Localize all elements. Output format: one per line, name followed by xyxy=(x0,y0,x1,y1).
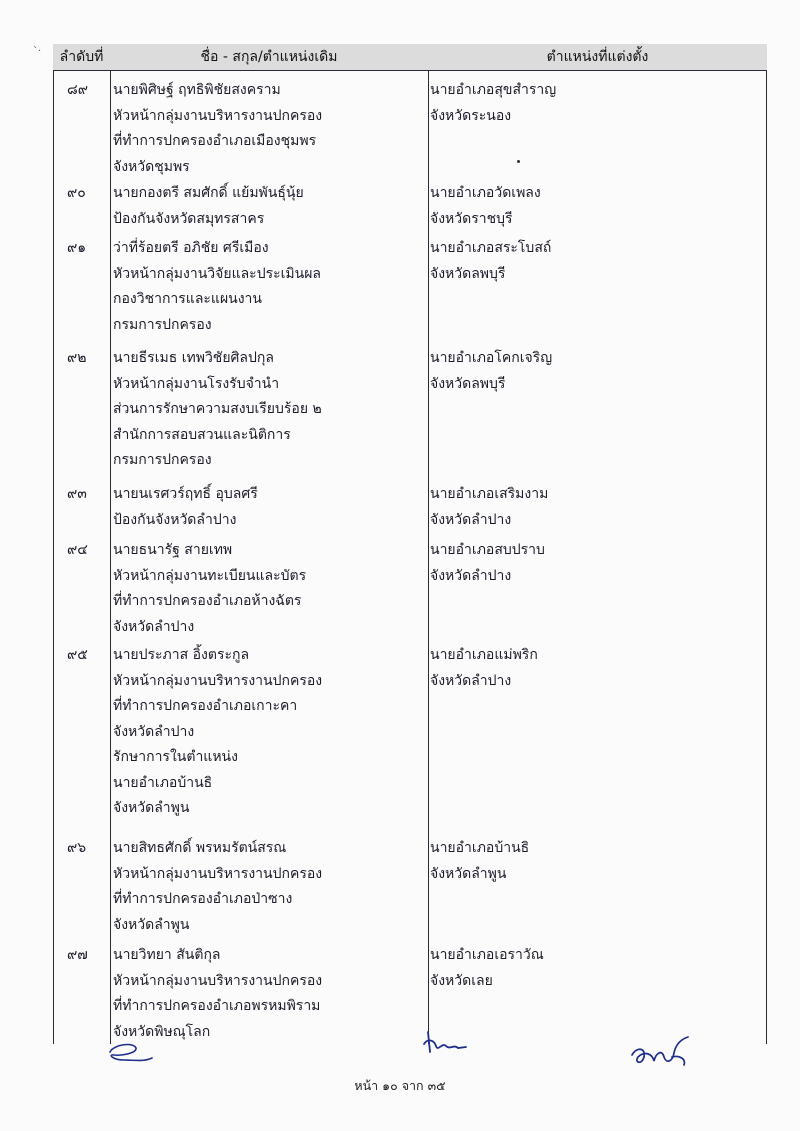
sequence-number: ๙๐ xyxy=(67,185,86,201)
stray-dot xyxy=(517,160,520,163)
signature-middle xyxy=(420,1030,468,1060)
new-position-cell xyxy=(430,643,760,694)
former-position-line: จังหวัดพิษณุโลก xyxy=(113,1023,211,1040)
former-position-line: ส่วนการรักษาความสงบเรียบร้อย ๒ xyxy=(113,401,322,417)
column-divider xyxy=(428,44,429,1044)
former-position-line: นายอำเภอบ้านธิ xyxy=(113,774,213,791)
former-position-cell xyxy=(113,943,425,1045)
new-position-title: นายอำเภอบ้านธิ xyxy=(430,840,530,856)
new-position-cell xyxy=(430,943,760,994)
person-name: นายธนารัฐ สายเทพ xyxy=(113,542,233,558)
former-position-line: จังหวัดลำปาง xyxy=(113,723,195,740)
person-name: นายนเรศวร์ฤทธิ์ อุบลศรี xyxy=(113,486,258,502)
person-name: นายพิศิษฐ์ ฤทธิพิชัยสงคราม xyxy=(113,82,281,98)
table-header xyxy=(53,44,767,71)
new-position-cell xyxy=(430,482,760,533)
sequence-number: ๙๓ xyxy=(67,486,87,502)
former-position-cell xyxy=(113,643,425,822)
former-position-line: กรมการปกครอง xyxy=(113,316,212,333)
former-position-line: ที่ทำการปกครองอำเภอป่าซาง xyxy=(113,891,293,907)
sequence-number: ๙๑ xyxy=(67,240,87,256)
new-position-title: นายอำเภอสุขสำราญ xyxy=(430,82,557,98)
new-position-province: จังหวัดลำปาง xyxy=(430,672,512,689)
former-position-line: ป้องกันจังหวัดลำปาง xyxy=(113,511,237,528)
former-position-line: ที่ทำการปกครองอำเภอพรหมพิราม xyxy=(113,998,321,1014)
new-position-title: นายอำเภอสระโบสถ์ xyxy=(430,240,552,256)
new-position-cell xyxy=(430,538,760,589)
former-position-line: รักษาการในตำแหน่ง xyxy=(113,749,238,765)
signature-right xyxy=(628,1033,702,1071)
header-new-position: ตำแหน่งที่แต่งตั้ง xyxy=(546,49,649,65)
new-position-province: จังหวัดราชบุรี xyxy=(430,210,513,227)
new-position-province: จังหวัดลำปาง xyxy=(430,567,512,584)
former-position-line: หัวหน้ากลุ่มงานบริหารงานปกครอง xyxy=(113,107,323,124)
new-position-title: นายอำเภอสบปราบ xyxy=(430,542,545,558)
new-position-province: จังหวัดลำปาง xyxy=(430,511,512,528)
new-position-province: จังหวัดระนอง xyxy=(430,107,512,124)
header-sequence: ลำดับที่ xyxy=(59,49,104,65)
new-position-cell xyxy=(430,181,760,232)
person-name: ว่าที่ร้อยตรี อภิชัย ศรีเมือง xyxy=(113,240,269,256)
former-position-line: หัวหน้ากลุ่มงานวิจัยและประเมินผล xyxy=(113,265,321,282)
former-position-line: หัวหน้ากลุ่มงานบริหารงานปกครอง xyxy=(113,972,323,989)
new-position-province: จังหวัดลพบุรี xyxy=(430,375,506,392)
page-label: หน้า xyxy=(354,1078,379,1093)
page-total: ๓๕ xyxy=(427,1078,446,1093)
scan-mark: `· xyxy=(33,46,42,57)
former-position-cell xyxy=(113,482,425,533)
former-position-line: จังหวัดชุมพร xyxy=(113,158,190,175)
former-position-line: จังหวัดลำพูน xyxy=(113,800,190,816)
former-position-line: กรมการปกครอง xyxy=(113,452,212,468)
page-of-label: จาก xyxy=(401,1078,424,1093)
sequence-number: ๙๒ xyxy=(67,350,87,366)
former-position-line: หัวหน้ากลุ่มงานโรงรับจำนำ xyxy=(113,375,280,392)
new-position-title: นายอำเภอเสริมงาม xyxy=(430,486,549,502)
column-divider xyxy=(110,44,111,1044)
former-position-cell xyxy=(113,78,425,180)
former-position-line: ที่ทำการปกครองอำเภอเกาะคา xyxy=(113,698,298,714)
page-number xyxy=(0,1076,800,1096)
former-position-line: จังหวัดลำพูน xyxy=(113,916,190,933)
new-position-province: จังหวัดลำพูน xyxy=(430,865,507,882)
former-position-cell xyxy=(113,346,425,474)
new-position-cell xyxy=(430,346,760,397)
new-position-province: จังหวัดเลย xyxy=(430,972,493,989)
sequence-number: ๙๖ xyxy=(67,840,87,856)
former-position-line: สำนักการสอบสวนและนิติการ xyxy=(113,426,291,443)
person-name: นายสิทธศักดิ์ พรหมรัตน์สรณ xyxy=(113,840,287,856)
former-position-line: หัวหน้ากลุ่มงานทะเบียนและบัตร xyxy=(113,567,307,584)
former-position-line: ที่ทำการปกครองอำเภอห้างฉัตร xyxy=(113,593,302,609)
former-position-cell xyxy=(113,236,425,338)
sequence-number: ๘๙ xyxy=(67,82,89,98)
former-position-line: กองวิชาการและแผนงาน xyxy=(113,291,262,307)
new-position-title: นายอำเภอโคกเจริญ xyxy=(430,350,553,366)
person-name: นายวิทยา สันติกุล xyxy=(113,947,221,963)
former-position-line: หัวหน้ากลุ่มงานบริหารงานปกครอง xyxy=(113,672,323,689)
former-position-cell xyxy=(113,836,425,938)
new-position-cell xyxy=(430,236,760,287)
new-position-province: จังหวัดลพบุรี xyxy=(430,265,506,282)
person-name: นายกองตรี สมศักดิ์ แย้มพันธุ์นุ้ย xyxy=(113,185,304,201)
page-current: ๑๐ xyxy=(382,1078,398,1093)
person-name: นายธีรเมธ เทพวิชัยศิลปกุล xyxy=(113,350,274,366)
signature-left xyxy=(104,1040,156,1070)
new-position-cell xyxy=(430,836,760,887)
new-position-title: นายอำเภอวัดเพลง xyxy=(430,185,541,201)
person-name: นายประภาส อิ้งตระกูล xyxy=(113,647,250,663)
new-position-cell xyxy=(430,78,760,129)
new-position-title: นายอำเภอแม่พริก xyxy=(430,647,538,663)
header-former-position: ชื่อ - สกุล/ตำแหน่งเดิม xyxy=(200,49,338,65)
former-position-cell xyxy=(113,538,425,640)
sequence-number: ๙๔ xyxy=(67,542,88,558)
former-position-line: ที่ทำการปกครองอำเภอเมืองชุมพร xyxy=(113,133,317,149)
sequence-number: ๙๕ xyxy=(67,647,88,663)
former-position-line: ป้องกันจังหวัดสมุทรสาคร xyxy=(113,210,265,227)
new-position-title: นายอำเภอเอราวัณ xyxy=(430,947,544,963)
former-position-line: หัวหน้ากลุ่มงานบริหารงานปกครอง xyxy=(113,865,323,882)
former-position-line: จังหวัดลำปาง xyxy=(113,618,195,635)
sequence-number: ๙๗ xyxy=(67,947,88,963)
former-position-cell xyxy=(113,181,425,232)
